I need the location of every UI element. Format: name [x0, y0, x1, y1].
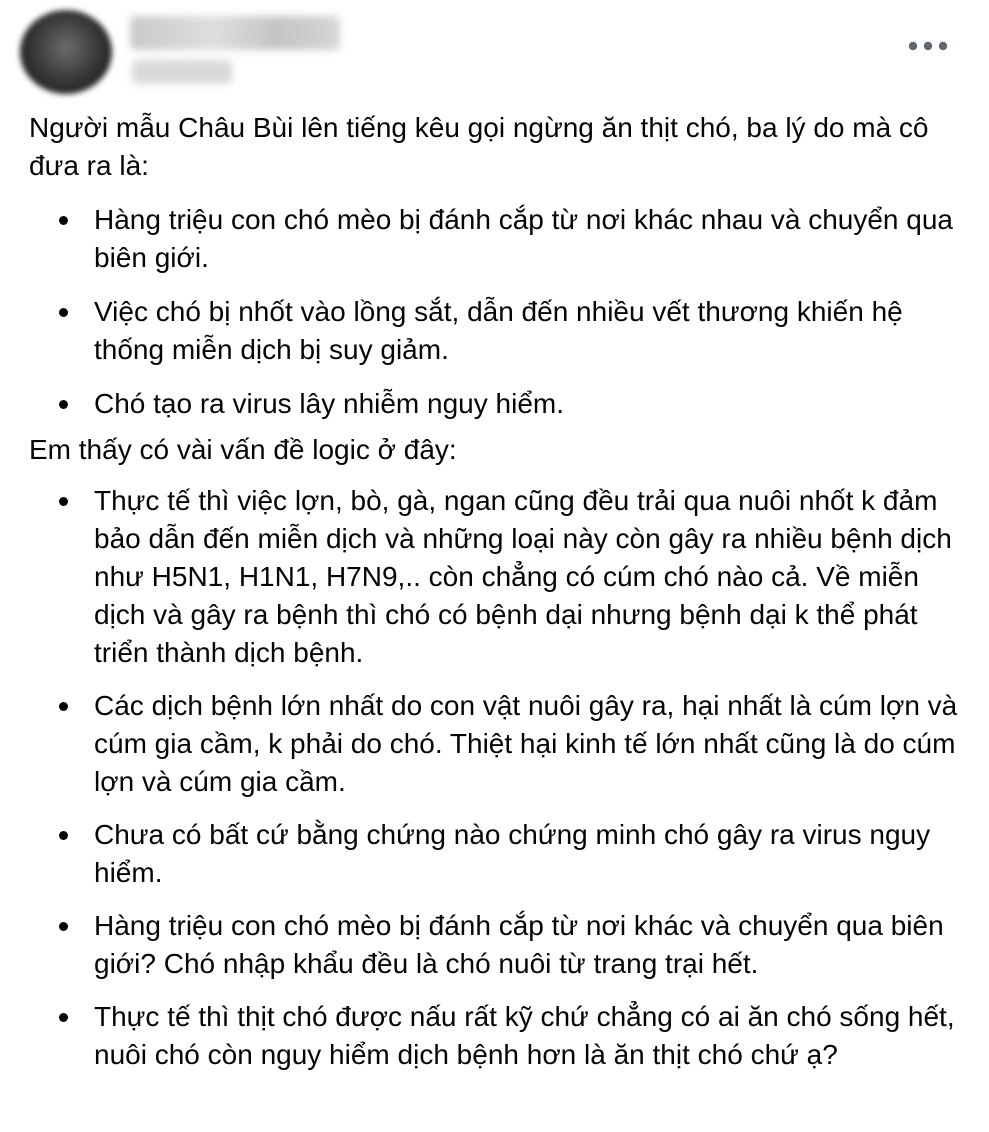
post-body — [29, 109, 974, 1074]
list-item: Chó tạo ra virus lây nhiễm nguy hiểm. — [29, 385, 974, 423]
intro-paragraph: Người mẫu Châu Bùi lên tiếng kêu gọi ngừng ăn thịt chó, ba lý do mà cô đưa ra là: — [29, 112, 929, 181]
author-name[interactable] — [130, 16, 340, 50]
counterpoints-list — [29, 482, 974, 1074]
second-intro-paragraph: Em thấy có vài vấn đề logic ở đây: — [29, 434, 457, 465]
list-item: Thực tế thì thịt chó được nấu rất kỹ chứ chẳng có ai ăn chó sống hết, nuôi chó còn nguy hiểm dịch bệnh hơn là ăn thịt chó chứ ạ? — [29, 998, 974, 1074]
list-item: Hàng triệu con chó mèo bị đánh cắp từ nơi khác nhau và chuyển qua biên giới. — [29, 201, 974, 277]
more-options-button[interactable] — [900, 28, 956, 64]
more-horizontal-icon — [908, 41, 948, 51]
author-avatar[interactable] — [20, 10, 112, 94]
reasons-list — [29, 201, 974, 423]
list-item: Chưa có bất cứ bằng chứng nào chứng minh chó gây ra virus nguy hiểm. — [29, 816, 974, 892]
list-item: Thực tế thì việc lợn, bò, gà, ngan cũng đều trải qua nuôi nhốt k đảm bảo dẫn đến miễn dịch và những loại này còn gây ra nhiều bệnh dịch như H5N1, H1N1, H7N9,.. còn chẳng có cúm chó nào cả. Về miễn dịch và gây ra bệnh thì chó có bệnh dại nhưng bệnh dại k thể phát triển thành dịch bệnh. — [29, 482, 974, 672]
post-header — [0, 0, 989, 100]
list-item: Các dịch bệnh lớn nhất do con vật nuôi gây ra, hại nhất là cúm lợn và cúm gia cầm, k phải do chó. Thiệt hại kinh tế lớn nhất cũng là do cúm lợn và cúm gia cầm. — [29, 687, 974, 801]
post-timestamp[interactable] — [132, 60, 232, 84]
list-item: Hàng triệu con chó mèo bị đánh cắp từ nơi khác và chuyển qua biên giới? Chó nhập khẩu đều là chó nuôi từ trang trại hết. — [29, 907, 974, 983]
list-item: Việc chó bị nhốt vào lồng sắt, dẫn đến nhiều vết thương khiến hệ thống miễn dịch bị suy giảm. — [29, 293, 974, 369]
